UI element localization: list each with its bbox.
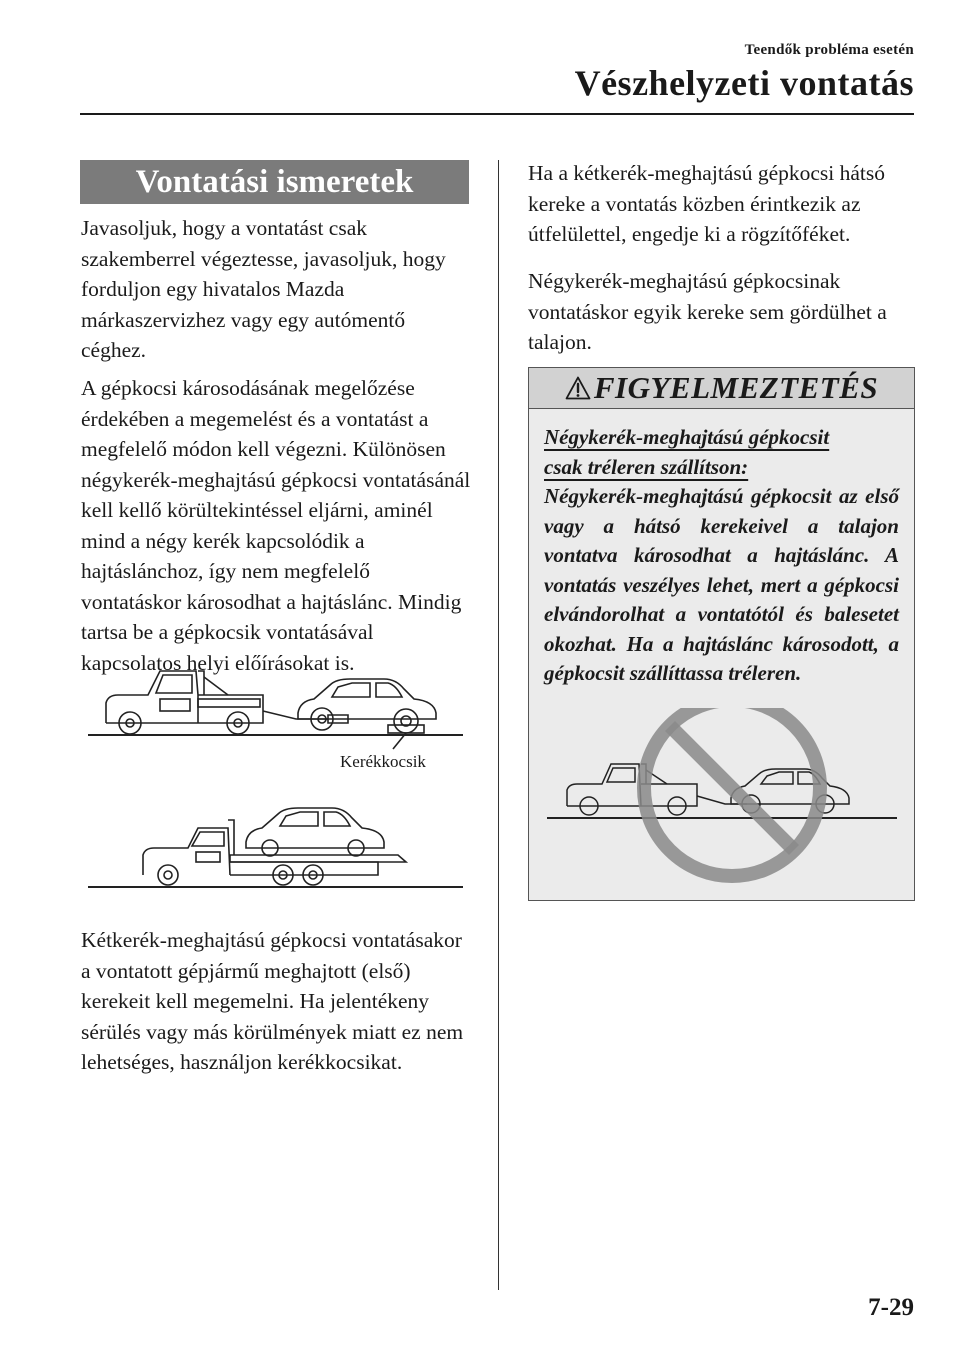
- two-wheel-drive-paragraph: Kétkerék-meghajtású gépkocsi vontatásakor a vontatott gépjármű meghajtott (első) kerekeit kell megemelni. Ha jelentékeny sérülés vagy más körülmények miatt ez nem lehetséges, használjon kerékkocsikat.: [81, 928, 464, 1074]
- warning-body: [544, 423, 899, 689]
- page-title: Vészhelyzeti vontatás: [574, 63, 914, 103]
- warning-box: [528, 367, 915, 901]
- damage-prevention-paragraph: A gépkocsi károsodásának megelőzése érdekében a megemelést és a vontatást a megfelelő módon kell végezni. Különösen négykerék-meghajtású gépkocsi vontatásánál kell kellő körültekintéssel eljárni, aminél mind a négy kerék kapcsolódik a hajtáslánchoz, így nem megfelelő vontatáskor károsodhat a hajtáslánc. Mindig tartsa be a gépkocsik vontatásával kapcsolatos helyi előírásokat is.: [81, 376, 471, 675]
- header-rule: [80, 113, 914, 115]
- column-divider: [498, 160, 499, 1290]
- section-heading: Vontatási ismeretek: [80, 160, 469, 204]
- warning-subtitle-line2: csak tréleren szállítson:: [544, 454, 749, 479]
- warning-triangle-icon: [565, 376, 591, 400]
- illustration-caption: Kerékkocsik: [340, 752, 426, 771]
- four-wheel-drive-paragraph: Négykerék-meghajtású gépkocsinak vontatáskor egyik kereke sem gördülhet a talajon.: [528, 269, 887, 354]
- parking-brake-paragraph: Ha a kétkerék-meghajtású gépkocsi hátsó kereke a vontatás közben érintkezik az útfelülettel, engedje ki a rögzítőféket.: [528, 161, 886, 246]
- warning-subtitle-line1: Négykerék-meghajtású gépkocsit: [544, 425, 830, 449]
- prohibited-towing-illustration: [547, 708, 897, 888]
- warning-text: Négykerék-meghajtású gépkocsit az első vagy a hátsó kerekeivel a talajon vontatva károsodhat a hajtáslánc. A vontatás veszélyes lehet, mert a gépkocsi elvándorolhat a vontatótól és balesetet okozhat. Ha a hajtáslánc károsodott, a gépkocsit szállíttassa tréleren.: [544, 484, 899, 685]
- warning-title: FIGYELMEZTETÉS: [593, 370, 879, 405]
- warning-header: [529, 368, 914, 409]
- intro-paragraph: Javasoljuk, hogy a vontatást csak szakemberrel végeztesse, javasoljuk, hogy forduljon egy hivatalos Mazda márkaszervizhez vagy egy autómentő céghez.: [81, 216, 446, 362]
- flatbed-truck-illustration: [88, 800, 466, 895]
- chapter-title: Teendők probléma esetén: [744, 42, 914, 58]
- page-number: 7-29: [868, 1294, 914, 1321]
